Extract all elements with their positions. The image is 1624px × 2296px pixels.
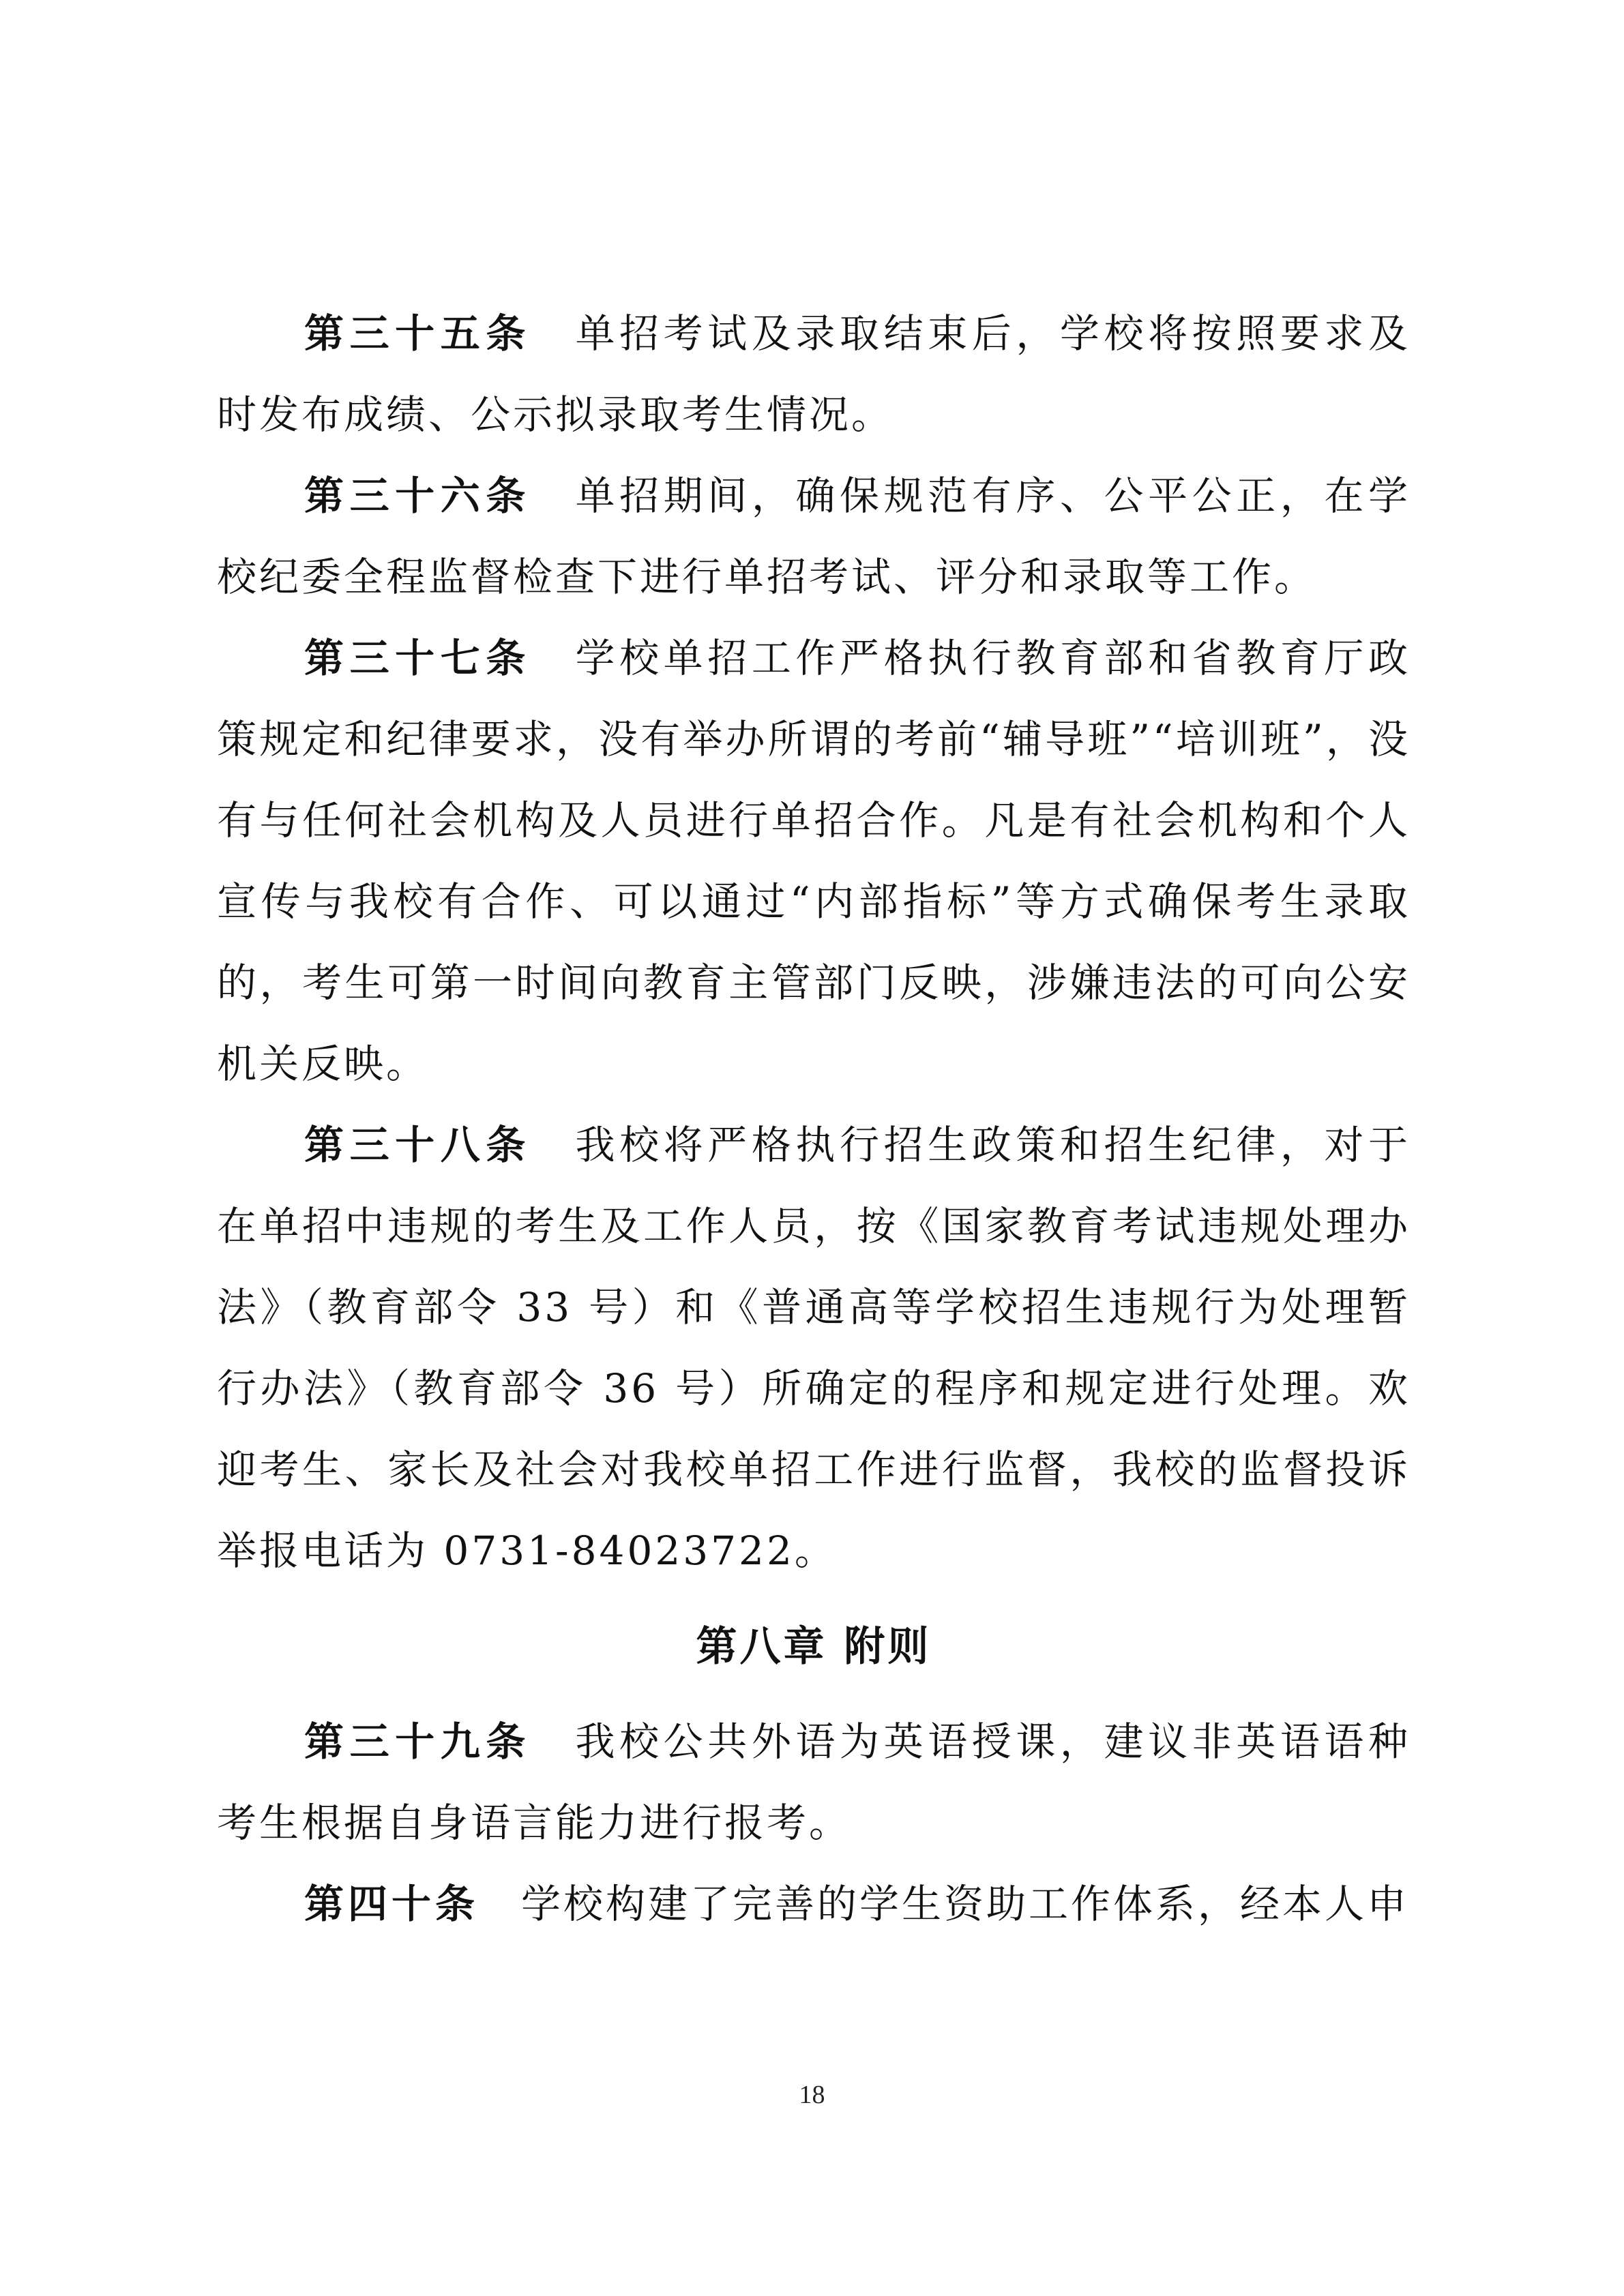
article-text: 单招考试及录取结束后，学校将按照要求及时发布成绩、公示拟录取考生情况。 [217, 310, 1411, 438]
article-text: 单招期间，确保规范有序、公平公正，在学校纪委全程监督检查下进行单招考试、评分和录取等工作。 [217, 473, 1411, 600]
article-label: 第三十九条 [304, 1718, 531, 1765]
article-35 [217, 293, 1411, 456]
article-38 [217, 1105, 1411, 1592]
article-40 [217, 1864, 1411, 1945]
page-body [217, 293, 1411, 1945]
article-36 [217, 456, 1411, 618]
article-text: 我校公共外语为英语授课，建议非英语语种考生根据自身语言能力进行报考。 [217, 1718, 1411, 1846]
article-label: 第三十六条 [304, 473, 531, 519]
article-label: 第三十七条 [304, 635, 531, 681]
article-label: 第三十五条 [304, 310, 531, 357]
article-text: 学校构建了完善的学生资助工作体系，经本人申 [521, 1881, 1410, 1927]
chapter-heading: 第八章 附则 [696, 1623, 932, 1671]
article-39 [217, 1701, 1411, 1864]
page-number: 18 [799, 2081, 825, 2109]
article-37 [217, 618, 1411, 1105]
article-text: 我校将严格执行招生政策和招生纪律，对于在单招中违规的考生及工作人员，按《国家教育考试违规处理办法》（教育部令 33 号）和《普通高等学校招生违规行为处理暂行办法》（教育部令 36 号）所确定的程序和规定进行处理。欢迎考生、家长及社会对我校单招工作进行监督，我校的监督投诉举报电话为 0731-84023722。 [217, 1122, 1411, 1574]
article-label: 第三十八条 [304, 1122, 531, 1168]
article-text: 学校单招工作严格执行教育部和省教育厅政策规定和纪律要求，没有举办所谓的考前“辅导班”“培训班”，没有与任何社会机构及人员进行单招合作。凡是有社会机构和个人宣传与我校有合作、可以通过“内部指标”等方式确保考生录取的，考生可第一时间向教育主管部门反映，涉嫌违法的可向公安机关反映。 [217, 635, 1411, 1087]
article-label: 第四十条 [304, 1881, 479, 1927]
